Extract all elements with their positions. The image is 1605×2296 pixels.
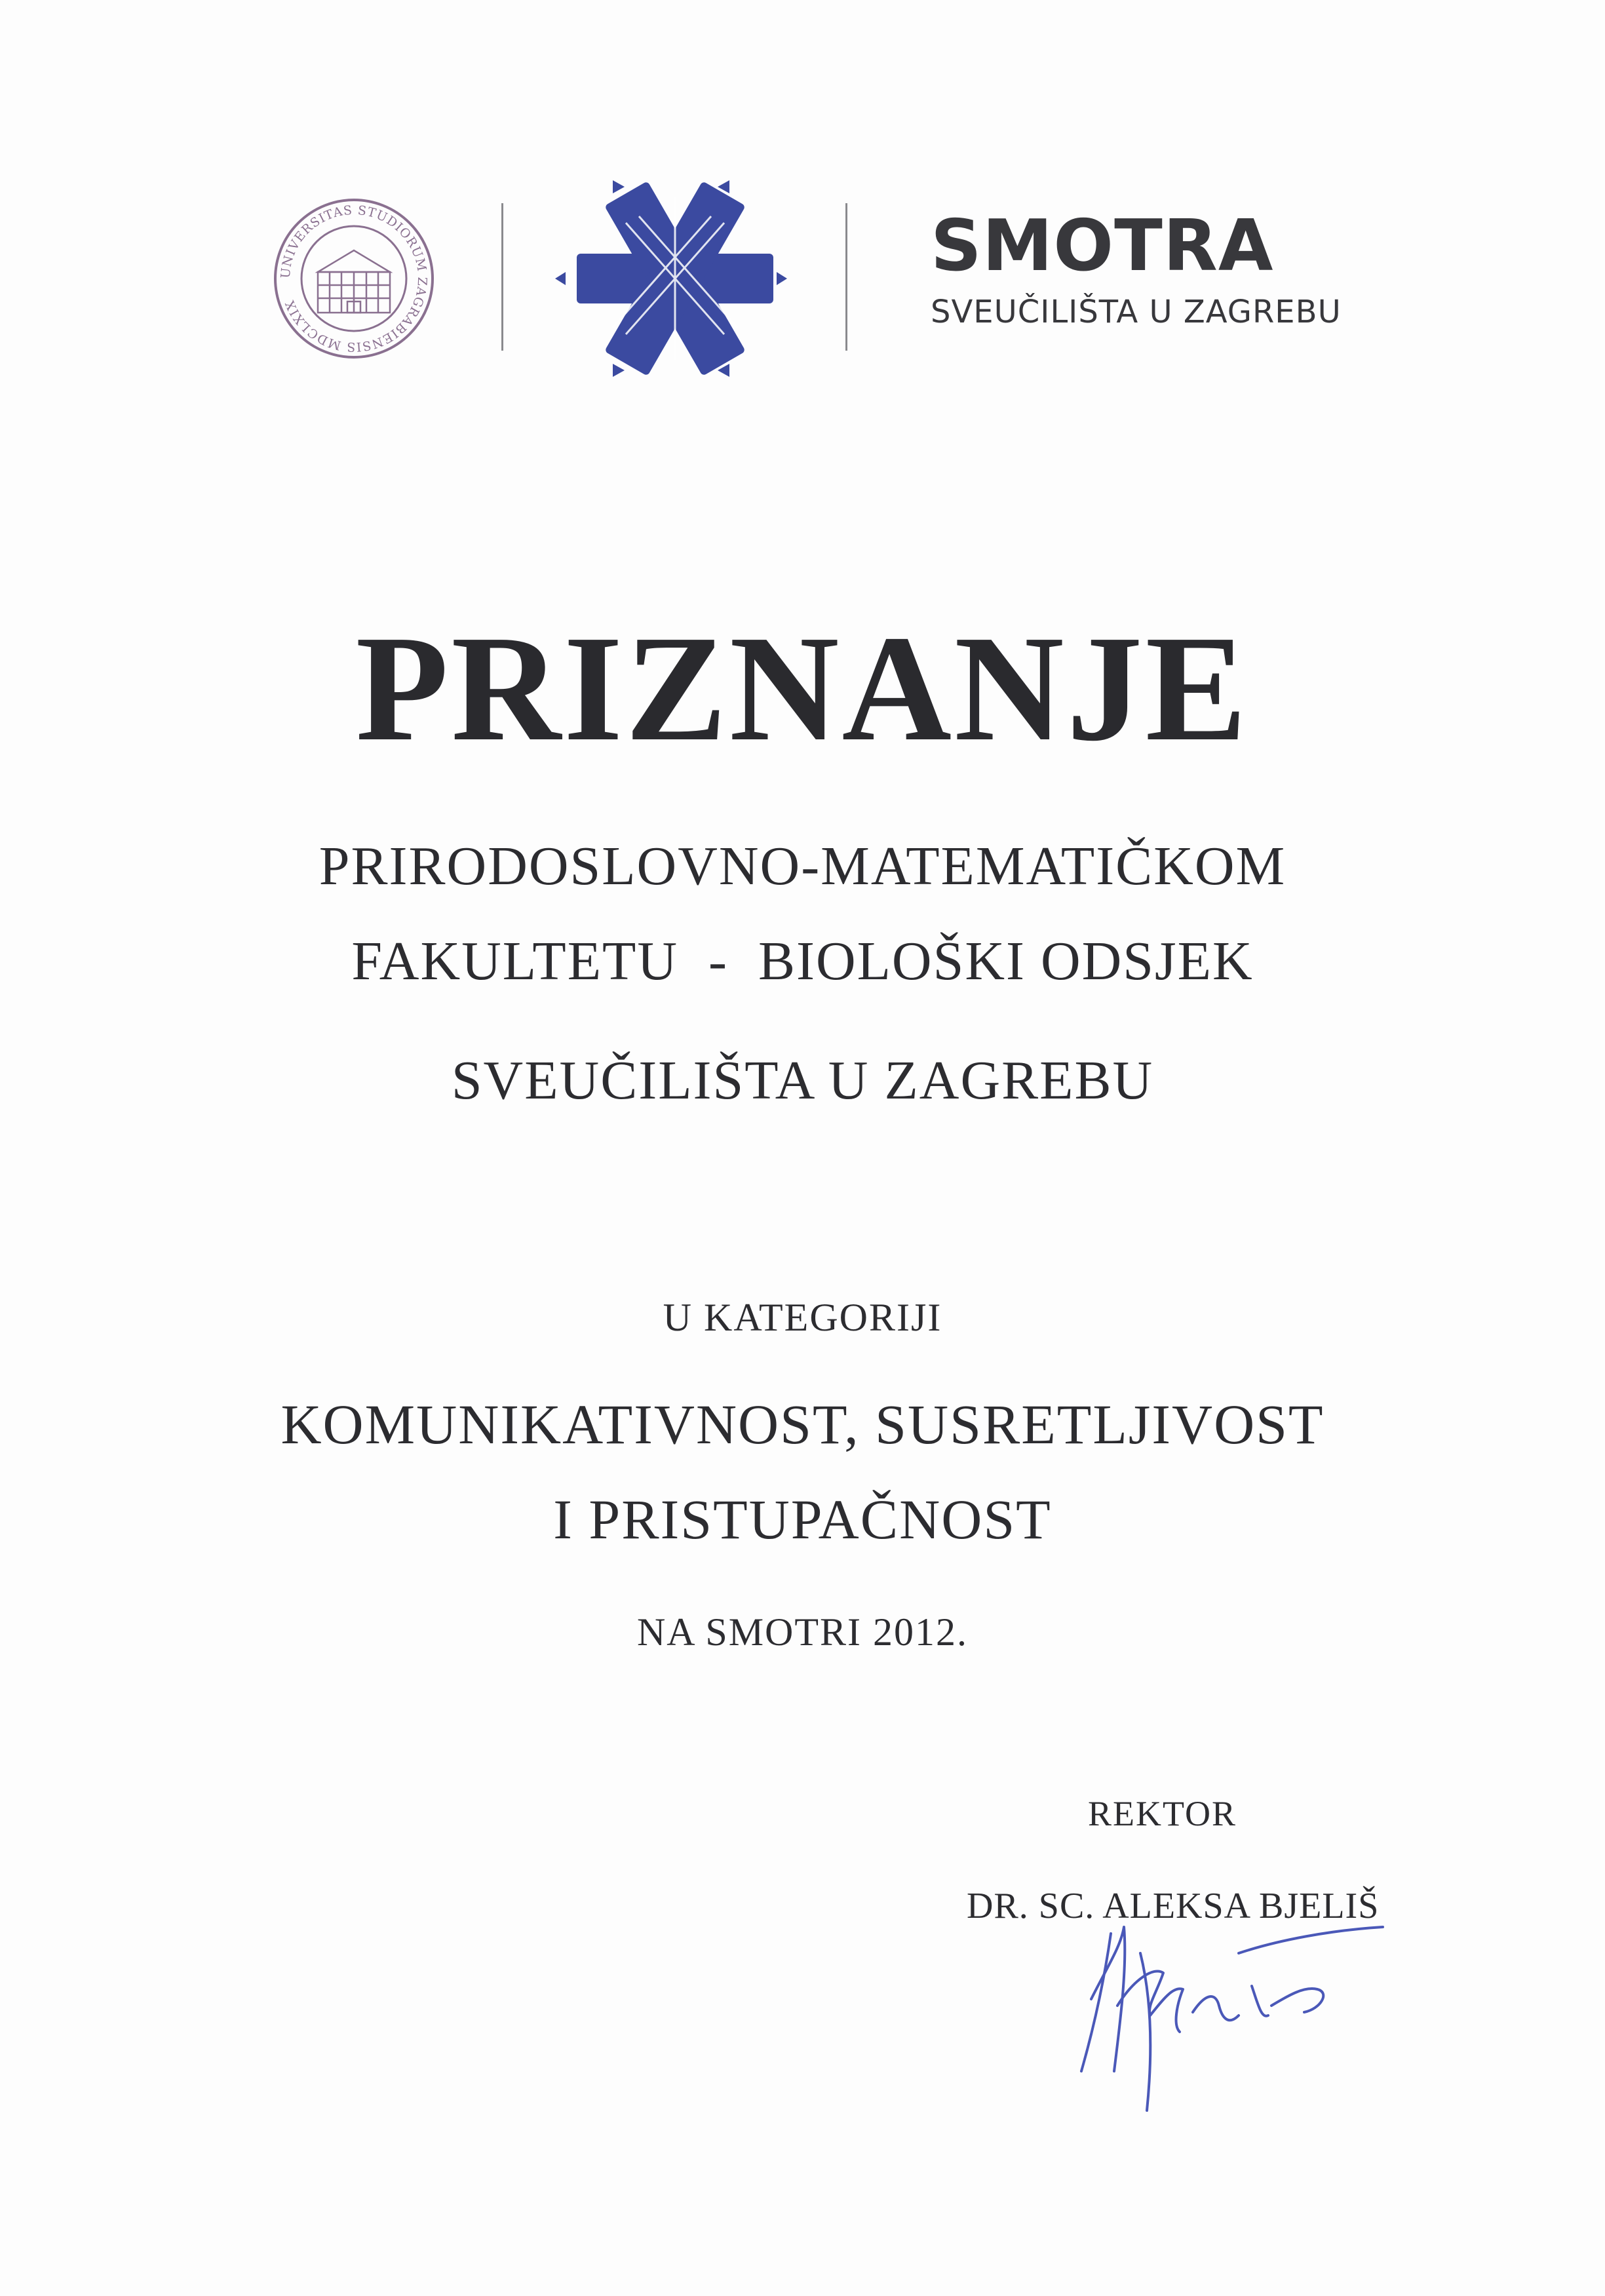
recipient-line: FAKULTETU - BIOLOŠKI ODSJEK [351,931,1254,992]
signatory-role: REKTOR [1088,1794,1237,1833]
recipient-line: PRIRODOSLOVNO-MATEMATIČKOM [319,836,1286,897]
category-line: I PRISTUPAČNOST [553,1488,1052,1551]
smotra-star-emblem-icon [547,170,803,387]
recipient-line: SVEUČILIŠTA U ZAGREBU [451,1050,1154,1111]
brand-title: SMOTRA [931,205,1274,287]
header-divider [501,203,503,351]
signatory-name: DR. SC. ALEKSA BJELIŠ [967,1886,1380,1926]
smotra-brand [931,205,1342,330]
seal-inscription: UNIVERSITAS STUDIORUM ZAGRABIENSIS MDCLXIX [278,203,430,355]
event-line: NA SMOTRI 2012. [636,1610,969,1654]
header-divider [845,203,847,351]
handwritten-signature-icon [1042,1875,1409,2124]
certificate-title: PRIZNANJE [355,604,1250,773]
brand-subtitle: SVEUČILIŠTA U ZAGREBU [931,294,1342,330]
university-seal-icon [272,197,436,360]
category-lead: U KATEGORIJI [663,1296,942,1339]
category-line: KOMUNIKATIVNOST, SUSRETLJIVOST [280,1393,1325,1456]
